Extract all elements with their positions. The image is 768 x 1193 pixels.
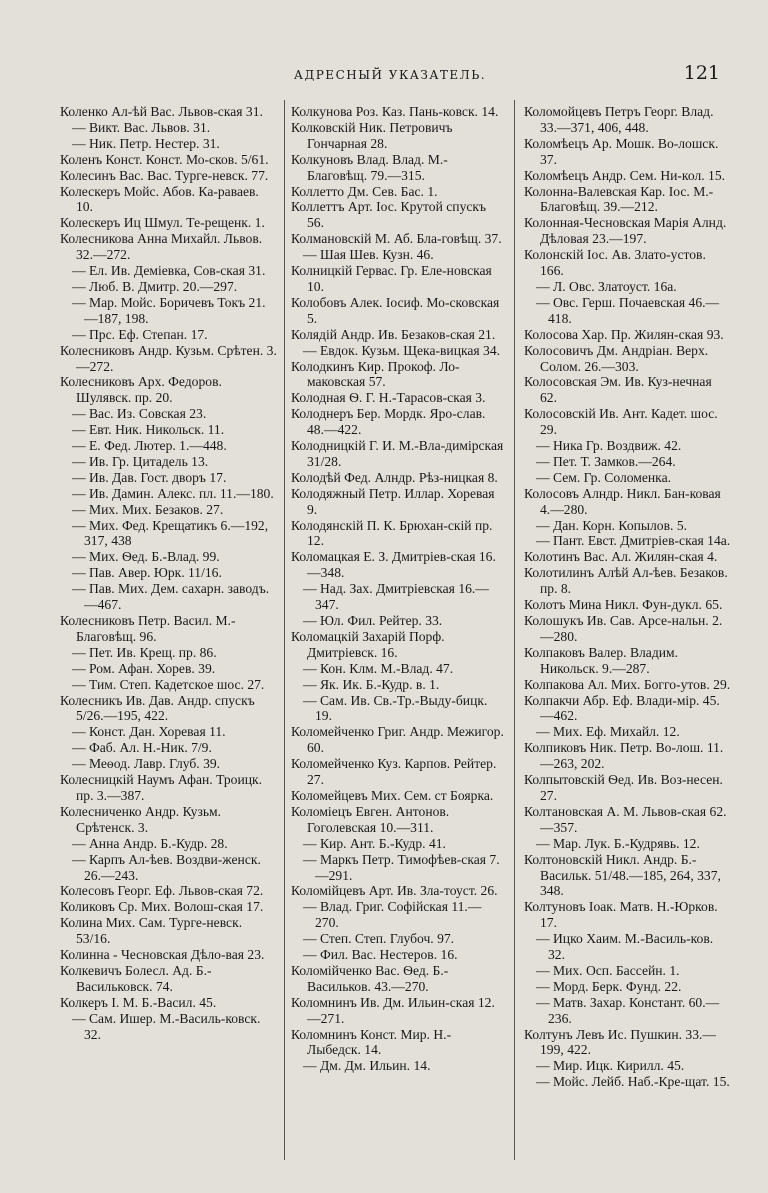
directory-entry: — Мар. Мойс. Боричевъ Токъ 21.—187, 198. <box>72 294 266 326</box>
directory-entry: — Фаб. Ал. Н.-Ник. 7/9. <box>72 740 212 756</box>
directory-entry: — Сем. Гр. Соломенка. <box>536 469 672 485</box>
directory-entry: Колонскій Іос. Ав. Злато-устов. 166. <box>524 247 706 279</box>
directory-entry: — Фил. Вас. Нестеров. 16. <box>303 947 458 963</box>
directory-entry: — Пант. Евст. Дмитріев-ская 14а. <box>536 533 731 549</box>
directory-entry: Колодѣй Фед. Алндр. Рѣз-ницкая 8. <box>291 469 498 485</box>
directory-entry: — Ника Гр. Воздвиж. 42. <box>536 438 682 454</box>
directory-entry: — Мир. Ицк. Кирилл. 45. <box>536 1058 685 1074</box>
page-header <box>60 62 720 86</box>
directory-entry: — Ив. Дав. Гост. дворъ 17. <box>72 469 227 485</box>
directory-entry: — Кон. Клм. М.-Влад. 47. <box>303 660 454 676</box>
directory-entry: — Люб. В. Дмитр. 20.—297. <box>72 278 238 294</box>
directory-entry: — Л. Овс. Златоуст. 16а. <box>536 278 677 294</box>
directory-entry: — Пет. Т. Замков.—264. <box>536 453 676 469</box>
directory-entry: — Ив. Дамин. Алекс. пл. 11.—180. <box>72 485 274 501</box>
directory-entry: — Ел. Ив. Деміевка, Сов-ская 31. <box>72 263 266 279</box>
directory-entry: — Ром. Афан. Хорев. 39. <box>72 660 216 676</box>
directory-entry: — Вас. Из. Совская 23. <box>72 406 207 422</box>
directory-entry: — Кир. Ант. Б.-Кудр. 41. <box>303 835 446 851</box>
directory-entry: — Юл. Фил. Рейтер. 33. <box>303 613 443 628</box>
directory-entry: Колесниковъ Андр. Кузьм. Срѣтен. 3.—272. <box>60 342 277 374</box>
directory-entry: Колобовъ Алек. Іосиф. Мо-сковская 5. <box>291 294 500 326</box>
directory-entry: Колпаковъ Валер. Владим. Никольск. 9.—287. <box>524 644 679 676</box>
directory-entry: — Пет. Ив. Крещ. пр. 86. <box>72 644 217 660</box>
directory-entry: — Ицко Хаим. М.-Василь-ков. 32. <box>536 931 714 963</box>
directory-entry: Колкевичъ Болесл. Ад. Б.-Васильковск. 74. <box>60 962 212 994</box>
directory-entry: — Степ. Степ. Глубоч. 97. <box>303 931 455 947</box>
directory-entry: Колкеръ І. М. Б.-Васил. 45. <box>60 994 217 1010</box>
directory-entry: — Шая Шев. Кузн. 46. <box>303 247 434 263</box>
directory-entry: Колинна - Чесновская Дѣло-вая 23. <box>60 947 265 963</box>
directory-entry: — Дм. Дм. Ильин. 14. <box>303 1058 431 1074</box>
directory-entry: — Мойс. Лейб. Наб.-Кре-щат. 15. <box>536 1074 730 1090</box>
directory-entry: — Карпъ Ал-ѣев. Воздви-женск. 26.—243. <box>72 851 261 883</box>
directory-entry: Коломацкій Захарій Порф. Дмитріевск. 16. <box>291 628 445 660</box>
directory-entry: — Пав. Авер. Юрк. 11/16. <box>72 565 222 581</box>
directory-entry: — Викт. Вас. Львов. 31. <box>72 119 211 135</box>
directory-entry: — Мих. Мих. Безаков. 27. <box>72 501 224 517</box>
directory-entry: Колескеръ Мойс. Абов. Ка-раваев. 10. <box>60 183 259 215</box>
directory-entry: Колодкинъ Кир. Прокоф. Ло-маковская 57. <box>291 358 460 390</box>
directory-entry: Колосовскій Ив. Ант. Кадет. шос. 29. <box>524 406 718 438</box>
directory-entry: Колотъ Мина Никл. Фун-дукл. 65. <box>524 597 723 613</box>
directory-entry: Колтоновскій Никл. Андр. Б.-Васильк. 51/48.—185, 264, 337, 348. <box>524 851 721 899</box>
directory-entry: — Мих. Еф. Михайл. 12. <box>536 724 680 740</box>
directory-entry: Коломейченко Куз. Карпов. Рейтер. 27. <box>291 756 497 788</box>
directory-entry: — Влад. Григ. Софійская 11.—270. <box>303 899 482 931</box>
directory-entry: Колницкій Гервас. Гр. Еле-новская 10. <box>291 263 492 294</box>
directory-entry: Колескеръ Иц Шмул. Те-рещенк. 1. <box>60 215 265 231</box>
directory-entry: Колядій Андр. Ив. Безаков-ская 21. <box>291 326 496 342</box>
directory-entry: — Меѳод. Лавр. Глуб. 39. <box>72 756 221 772</box>
directory-entry: Колонна-Валевская Кар. Іос. М.-Благовѣщ. 39.—212. <box>524 183 714 215</box>
column-divider <box>514 100 515 1160</box>
directory-entry: Коломѣецъ Андр. Сем. Ни-кол. 15. <box>524 167 726 183</box>
directory-entry: Коломійченко Вас. Ѳед. Б.-Васильков. 43.—270. <box>291 962 449 994</box>
directory-entry: Колесницкій Наумъ Афан. Троицк. пр. 3.—387. <box>60 772 263 803</box>
directory-entry: — Овс. Герш. Почаевская 46.—418. <box>536 294 720 326</box>
directory-entry: Коломнинъ Конст. Мир. Н.-Лыбедск. 14. <box>291 1026 452 1058</box>
directory-entry: Коллетто Дм. Сев. Бас. 1. <box>291 183 438 199</box>
directory-entry: — Тим. Степ. Кадетское шос. 27. <box>72 676 265 692</box>
column-1 <box>60 104 278 1042</box>
directory-entry: Колодянскій П. К. Брюхан-скій пр. 12. <box>291 517 493 549</box>
directory-entry: Колесникъ Ив. Дав. Андр. спускъ 5/26.—195, 422. <box>60 692 255 724</box>
directory-entry: — Прс. Еф. Степан. 17. <box>72 326 208 342</box>
directory-entry: — Конст. Дан. Хоревая 11. <box>72 724 226 740</box>
header-title: АДРЕСНЫЙ УКАЗАТЕЛЬ. <box>293 68 487 82</box>
directory-entry: — Мар. Лук. Б.-Кудрявь. 12. <box>536 835 700 851</box>
directory-entry: Колесниченко Андр. Кузьм. Срѣтенск. 3. <box>60 803 222 835</box>
directory-entry: Коломіецъ Евген. Антонов. Гоголевская 10.—311. <box>291 803 450 835</box>
directory-entry: Колесниковъ Арх. Федоров. Шулявск. пр. 20. <box>60 374 222 406</box>
directory-entry: Колтановская А. М. Львов-ская 62.—357. <box>524 803 727 835</box>
directory-entry: Колковскій Ник. Петровичъ Гончарная 28. <box>291 119 453 151</box>
directory-entry: Колосовская Эм. Ив. Куз-нечная 62. <box>524 374 712 406</box>
directory-entry: Коломнинъ Ив. Дм. Ильин-ская 12.—271. <box>291 994 495 1026</box>
directory-entry: — Морд. Берк. Фунд. 22. <box>536 978 682 994</box>
directory-entry: — Матв. Захар. Констант. 60.—236. <box>536 994 720 1026</box>
directory-entry: Колесовъ Георг. Еф. Львов-ская 72. <box>60 883 264 899</box>
directory-entry: — Евт. Ник. Никольск. 11. <box>72 422 225 438</box>
directory-entry: Коломѣецъ Ар. Мошк. Во-лошск. 37. <box>524 135 719 167</box>
directory-entry: Колкунова Роз. Каз. Пань-ковск. 14. <box>291 104 499 119</box>
directory-entry: Колодяжный Петр. Иллар. Хоревая 9. <box>291 485 495 517</box>
directory-entry: Колонная-Чесновская Марія Алнд. Дѣловая 23.—197. <box>524 215 727 247</box>
directory-entry: Колмановскій М. Аб. Бла-говѣщ. 37. <box>291 231 502 247</box>
directory-entry: Колпиковъ Ник. Петр. Во-лош. 11.—263, 202. <box>524 740 724 772</box>
directory-entry: Колтунъ Левъ Ис. Пушкин. 33.—199, 422. <box>524 1026 716 1058</box>
column-3 <box>524 104 732 1090</box>
directory-entry: — Евдок. Кузьм. Щека-вицкая 34. <box>303 342 501 358</box>
directory-entry: Колодная Ѳ. Г. Н.-Тарасов-ская 3. <box>291 390 486 406</box>
directory-entry: — Пав. Мих. Дем. сахарн. заводъ.—467. <box>72 581 270 613</box>
directory-entry: Колпытовскій Ѳед. Ив. Воз-несен. 27. <box>524 772 723 803</box>
directory-entry: — Мих. Фед. Крещатикъ 6.—192, 317, 438 <box>72 517 269 549</box>
directory-entry: — Сам. Ишер. М.-Василь-ковск. 32. <box>72 1010 261 1042</box>
directory-entry: Колкуновъ Влад. Влад. М.-Благовѣщ. 79.—315. <box>291 151 448 183</box>
directory-entry: Коликовъ Ср. Мих. Волош-ская 17. <box>60 899 264 915</box>
directory-entry: Колосовъ Алндр. Никл. Бан-ковая 4.—280. <box>524 485 721 517</box>
directory-entry: — Ник. Петр. Нестер. 31. <box>72 135 220 151</box>
directory-entry: — Мих. Осп. Бассейн. 1. <box>536 962 680 978</box>
directory-entry: Колоднеръ Бер. Мордк. Яро-слав. 48.—422. <box>291 406 486 438</box>
directory-entry: Колина Мих. Сам. Турге-невск. 53/16. <box>60 915 243 947</box>
directory-entry: — Сам. Ив. Св.-Тр.-Выду-бицк. 19. <box>303 692 488 724</box>
directory-entry: — Е. Фед. Лютер. 1.—448. <box>72 438 227 454</box>
directory-entry: Колтуновъ Іоак. Матв. Н.-Юрков. 17. <box>524 899 718 931</box>
directory-entry: Колотилинъ Алѣй Ал-ѣев. Безаков. пр. 8. <box>524 565 728 597</box>
directory-entry: Коломейченко Григ. Андр. Межигор. 60. <box>291 724 504 756</box>
column-2 <box>291 104 504 1074</box>
directory-entry: — Анна Андр. Б.-Кудр. 28. <box>72 835 228 851</box>
page-number: 121 <box>683 62 720 84</box>
directory-entry: Коленко Ал-ѣй Вас. Львов-ская 31. <box>60 104 263 119</box>
directory-entry: — Над. Зах. Дмитріевская 16.—347. <box>303 581 489 613</box>
directory-entry: Колотинъ Вас. Ал. Жилян-ская 4. <box>524 549 718 565</box>
directory-entry: — Як. Ик. Б.-Кудр. в. 1. <box>303 676 440 692</box>
directory-entry: — Ив. Гр. Цитадель 13. <box>72 453 209 469</box>
directory-entry: Колодницкій Г. И. М.-Вла-димірская 31/28. <box>291 438 504 469</box>
directory-entry: Колошукъ Ив. Сав. Арсе-нальн. 2.—280. <box>524 613 723 644</box>
directory-entry: Коломацкая Е. З. Дмитріев-ская 16.—348. <box>291 549 496 581</box>
directory-entry: Коломойцевъ Петръ Георг. Влад. 33.—371, 406, 448. <box>524 104 714 135</box>
directory-entry: — Маркъ Петр. Тимофѣев-ская 7.—291. <box>303 851 500 883</box>
directory-entry: Колесинъ Вас. Вас. Турге-невск. 77. <box>60 167 269 183</box>
directory-entry: Колпакова Ал. Мих. Богго-утов. 29. <box>524 676 731 692</box>
directory-entry: Коллеттъ Арт. Іос. Крутой спускъ 56. <box>291 199 487 231</box>
directory-entry: Колесникова Анна Михайл. Львов. 32.—272. <box>60 231 263 263</box>
directory-entry: Коленъ Конст. Конст. Мо-сков. 5/61. <box>60 151 269 167</box>
directory-entry: — Мих. Ѳед. Б.-Влад. 99. <box>72 549 220 565</box>
directory-entry: Колесниковъ Петр. Васил. М.-Благовѣщ. 96. <box>60 613 236 644</box>
column-divider <box>284 100 285 1160</box>
directory-entry: Колосовичъ Дм. Андріан. Верх. Солом. 26.—303. <box>524 342 709 374</box>
directory-entry: Коломійцевъ Арт. Ив. Зла-тоуст. 26. <box>291 883 498 899</box>
directory-entry: Колосова Хар. Пр. Жилян-ская 93. <box>524 326 724 342</box>
directory-entry: Коломейцевъ Мих. Сем. ст Боярка. <box>291 787 494 803</box>
directory-entry: Колпакчи Абр. Еф. Влади-мір. 45.—462. <box>524 692 720 724</box>
directory-entry: — Дан. Корн. Копылов. 5. <box>536 517 688 533</box>
